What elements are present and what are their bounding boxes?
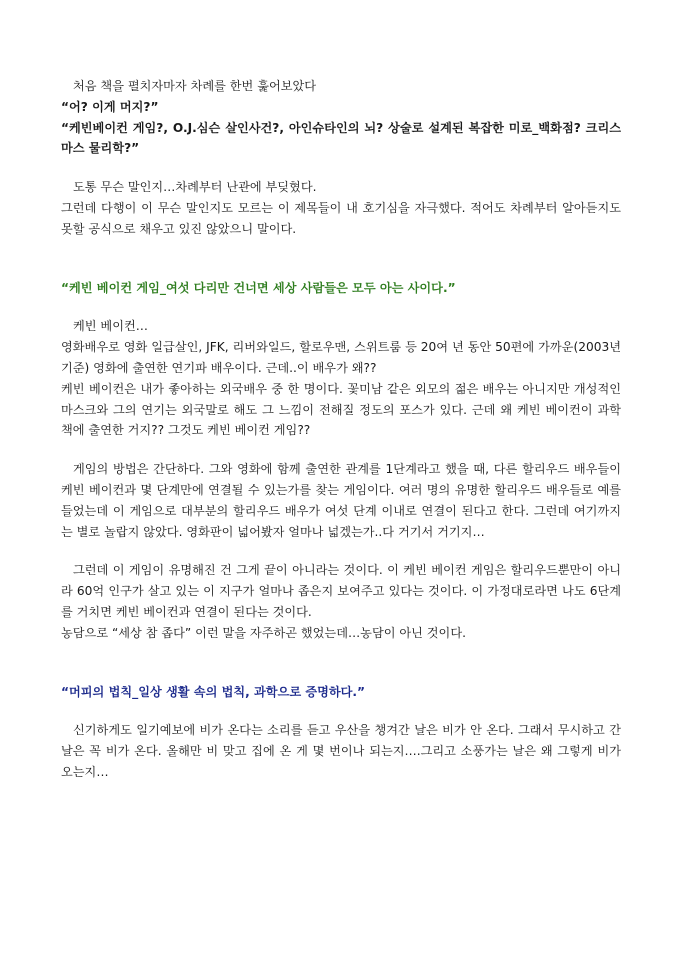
intro-line: 처음 책을 펼치자마자 차례를 한번 훑어보았다 (73, 79, 317, 93)
section1-lead: 케빈 베이컨… (73, 319, 148, 334)
section1-paragraph-3: 그런데 이 게임이 유명해진 건 그게 끝이 아니라는 것이다. 이 케빈 베이컨 게임은 할리우드뿐만이 아니라 60억 인구가 살고 있는 이 지구가 얼마나 좁은지 보여주고 있다는 것이다. 이 가정대로라면 나도 6단계를 거치면 케빈 베이컨과 연결이 된다는 것이다. (61, 563, 621, 619)
paragraph-1-lead: 도통 무슨 말인지…차례부터 난관에 부딪혔다. (73, 180, 317, 195)
section-heading-murphy: “머피의 법칙_일상 생활 속의 법칙, 과학으로 증명하다.” (61, 684, 366, 699)
paragraph-1-body: 그런데 다행이 이 무슨 말인지도 모르는 이 제목들이 내 호기심을 자극했다. 적어도 차례부터 알아듣지도 못할 공식으로 채우고 있진 않았으니 말이다. (61, 200, 621, 236)
section1-paragraph-3-b: 농담으로 “세상 참 좁다” 이런 말을 자주하곤 했었는데…농담이 아닌 것이다. (61, 625, 466, 640)
intro-quote-2: “케빈베이컨 게임?, O.J.심슨 살인사건?, 아인슈타인의 뇌? 상술로 설계된 복잡한 미로_백화점? 크리스마스 물리학?” (61, 120, 621, 156)
section1-paragraph-2: 게임의 방법은 간단하다. 그와 영화에 함께 출연한 관계를 1단계라고 했을 때, 다른 할리우드 배우들이 케빈 베이컨과 몇 단계만에 연결될 수 있는가를 찾는 게임이다. 여러 명의 유명한 할리우드 배우들로 예를 들었는데 이 게임으로 대부분의 할리우드 배우가 여섯 단계 이내로 연결이 된다고 한다. 그런데 여기까지는 별로 놀랍지 않았다. 영화판이 넓어봤자 얼마나 넓겠는가..다 거기서 거기지… (61, 462, 621, 539)
intro-quote-1: “어? 이게 머지?” (61, 99, 159, 114)
document-page (61, 76, 621, 783)
section1-body-2: 케빈 베이컨은 내가 좋아하는 외국배우 중 한 명이다. 꽃미남 같은 외모의 젊은 배우는 아니지만 개성적인 마스크와 그의 연기는 외국말로 해도 그 느낌이 전해질 정도의 포스가 있다. 근데 왜 케빈 베이컨이 과학 책에 출연한 거지?? 그것도 케빈 베이컨 게임?? (61, 381, 621, 438)
section-heading-kevin-bacon: “케빈 베이컨 게임_여섯 다리만 건너면 세상 사람들은 모두 아는 사이다.” (61, 280, 456, 295)
section2-paragraph-1: 신기하게도 일기예보에 비가 온다는 소리를 듣고 우산을 챙겨간 날은 비가 안 온다. 그래서 무시하고 간 날은 꼭 비가 온다. 올해만 비 맞고 집에 온 게 몇 번이나 되는지….그리고 소풍가는 날은 왜 그렇게 비가 오는지… (61, 723, 621, 779)
section1-body: 영화배우로 영화 일급살인, JFK, 리버와일드, 할로우맨, 스위트룸 등 20여 년 동안 50편에 가까운(2003년 기준) 영화에 출연한 연기파 배우이다. 근데..이 배우가 왜?? (61, 340, 621, 375)
